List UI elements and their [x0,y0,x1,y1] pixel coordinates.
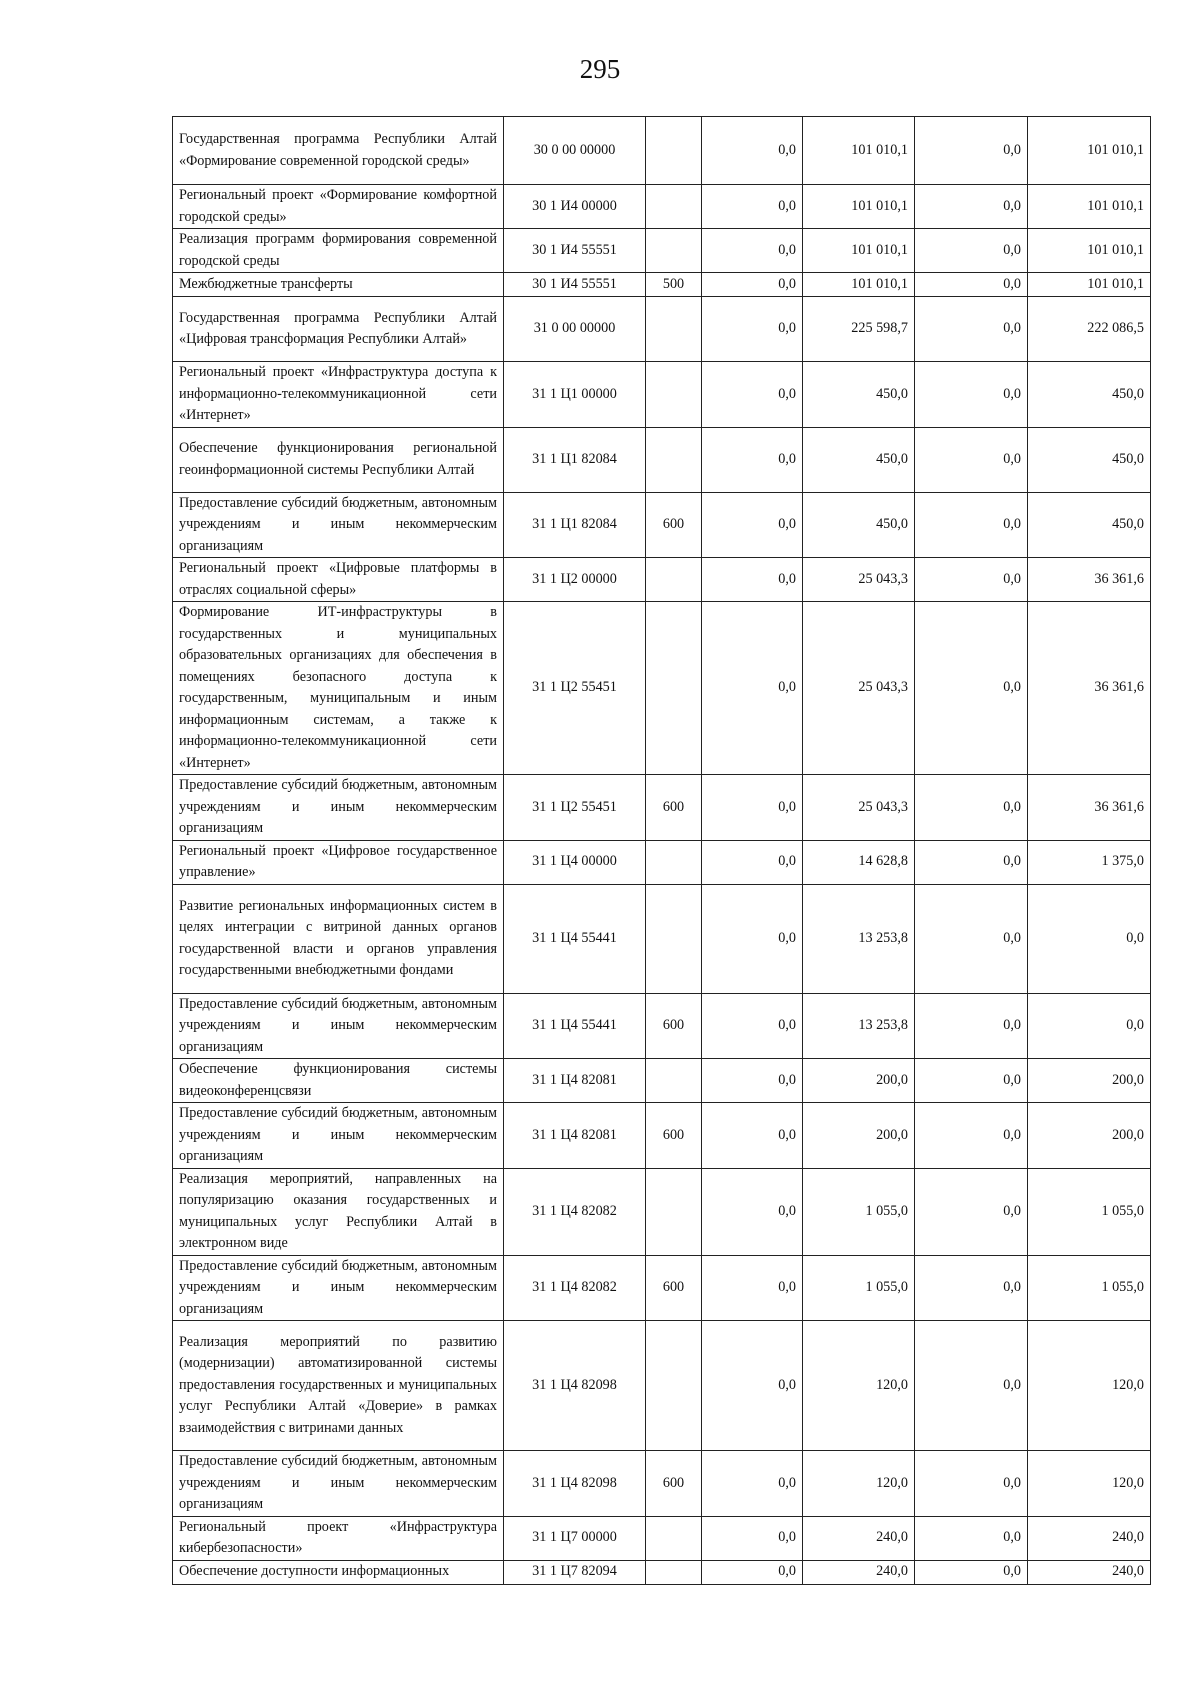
row-value-1-cell: 0,0 [702,1059,803,1103]
row-value-2-cell: 1 055,0 [803,1255,915,1321]
row-name-cell: Предоставление субсидий бюджетным, автономным учреждениям и иным некоммерческим организациям [173,1451,504,1517]
row-value-2-cell: 13 253,8 [803,884,915,993]
row-value-4-cell: 120,0 [1028,1321,1151,1451]
table-body [173,117,1151,1585]
row-value-4-cell: 222 086,5 [1028,297,1151,362]
row-code-cell: 31 1 Ц1 82084 [504,492,646,558]
row-name-cell: Региональный проект «Инфраструктура доступа к информационно-телекоммуникационной сети «Интернет» [173,362,504,428]
row-value-3-cell: 0,0 [915,1451,1028,1517]
row-kvr-cell [646,558,702,602]
row-value-1-cell: 0,0 [702,229,803,273]
table-row [173,993,1151,1059]
row-name-cell: Региональный проект «Цифровые платформы в отраслях социальной сферы» [173,558,504,602]
row-value-4-cell: 240,0 [1028,1516,1151,1560]
row-name-cell: Реализация мероприятий, направленных на популяризацию оказания государственных и муниципальных услуг Республики Алтай в электронном виде [173,1168,504,1255]
row-value-3-cell: 0,0 [915,117,1028,185]
row-value-1-cell: 0,0 [702,1255,803,1321]
row-kvr-cell [646,1321,702,1451]
row-value-3-cell: 0,0 [915,1059,1028,1103]
row-value-3-cell: 0,0 [915,775,1028,841]
row-value-4-cell: 1 055,0 [1028,1255,1151,1321]
row-name-cell: Предоставление субсидий бюджетным, автономным учреждениям и иным некоммерческим организациям [173,1103,504,1169]
row-code-cell: 31 1 Ц2 55451 [504,775,646,841]
row-code-cell: 31 1 Ц4 82081 [504,1103,646,1169]
row-value-3-cell: 0,0 [915,1255,1028,1321]
row-value-3-cell: 0,0 [915,185,1028,229]
table-row [173,1321,1151,1451]
row-value-4-cell: 101 010,1 [1028,117,1151,185]
row-name-cell: Предоставление субсидий бюджетным, автономным учреждениям и иным некоммерческим организациям [173,993,504,1059]
row-kvr-cell [646,185,702,229]
row-value-3-cell: 0,0 [915,1321,1028,1451]
table-row [173,117,1151,185]
row-value-3-cell: 0,0 [915,602,1028,775]
row-code-cell: 31 0 00 00000 [504,297,646,362]
row-value-2-cell: 101 010,1 [803,229,915,273]
row-name-cell: Предоставление субсидий бюджетным, автономным учреждениям и иным некоммерческим организациям [173,492,504,558]
row-value-4-cell: 1 375,0 [1028,840,1151,884]
table-row [173,1168,1151,1255]
row-value-4-cell: 240,0 [1028,1560,1151,1584]
row-value-1-cell: 0,0 [702,1451,803,1517]
row-value-4-cell: 101 010,1 [1028,185,1151,229]
row-value-1-cell: 0,0 [702,1560,803,1584]
row-value-1-cell: 0,0 [702,117,803,185]
row-value-1-cell: 0,0 [702,558,803,602]
row-kvr-cell [646,1059,702,1103]
row-value-2-cell: 25 043,3 [803,775,915,841]
row-value-4-cell: 200,0 [1028,1059,1151,1103]
row-code-cell: 31 1 Ц7 00000 [504,1516,646,1560]
row-name-cell: Обеспечение функционирования системы видеоконференцсвязи [173,1059,504,1103]
table-row [173,884,1151,993]
table-row [173,229,1151,273]
row-value-2-cell: 200,0 [803,1059,915,1103]
row-code-cell: 31 1 Ц4 82082 [504,1168,646,1255]
row-value-1-cell: 0,0 [702,273,803,297]
row-code-cell: 31 1 Ц1 00000 [504,362,646,428]
row-value-4-cell: 450,0 [1028,492,1151,558]
row-code-cell: 31 1 Ц4 55441 [504,884,646,993]
row-value-4-cell: 0,0 [1028,884,1151,993]
row-kvr-cell [646,229,702,273]
row-value-1-cell: 0,0 [702,1516,803,1560]
row-value-3-cell: 0,0 [915,558,1028,602]
row-value-2-cell: 240,0 [803,1516,915,1560]
row-name-cell: Региональный проект «Инфраструктура кибербезопасности» [173,1516,504,1560]
row-code-cell: 30 1 И4 00000 [504,185,646,229]
row-value-1-cell: 0,0 [702,297,803,362]
row-value-3-cell: 0,0 [915,1516,1028,1560]
page-number: 295 [579,54,621,84]
row-value-3-cell: 0,0 [915,297,1028,362]
row-value-1-cell: 0,0 [702,185,803,229]
row-value-2-cell: 225 598,7 [803,297,915,362]
row-value-1-cell: 0,0 [702,993,803,1059]
row-value-2-cell: 25 043,3 [803,558,915,602]
row-value-1-cell: 0,0 [702,1321,803,1451]
row-name-cell: Предоставление субсидий бюджетным, автономным учреждениям и иным некоммерческим организациям [173,775,504,841]
row-value-2-cell: 120,0 [803,1321,915,1451]
table-row [173,362,1151,428]
row-value-2-cell: 450,0 [803,427,915,492]
table-row [173,602,1151,775]
row-kvr-cell: 600 [646,1103,702,1169]
row-value-2-cell: 14 628,8 [803,840,915,884]
row-kvr-cell: 600 [646,1255,702,1321]
row-value-4-cell: 36 361,6 [1028,775,1151,841]
row-value-3-cell: 0,0 [915,1168,1028,1255]
row-code-cell: 31 1 Ц2 00000 [504,558,646,602]
row-name-cell: Государственная программа Республики Алтай «Формирование современной городской среды» [173,117,504,185]
row-value-3-cell: 0,0 [915,362,1028,428]
row-value-3-cell: 0,0 [915,1560,1028,1584]
row-value-4-cell: 36 361,6 [1028,558,1151,602]
row-code-cell: 31 1 Ц4 82098 [504,1321,646,1451]
row-value-4-cell: 101 010,1 [1028,273,1151,297]
row-kvr-cell [646,884,702,993]
row-code-cell: 31 1 Ц4 82081 [504,1059,646,1103]
row-code-cell: 31 1 Ц4 82082 [504,1255,646,1321]
row-name-cell: Государственная программа Республики Алтай «Цифровая трансформация Республики Алтай» [173,297,504,362]
row-value-3-cell: 0,0 [915,492,1028,558]
row-value-2-cell: 25 043,3 [803,602,915,775]
row-kvr-cell [646,1560,702,1584]
row-code-cell: 31 1 Ц4 82098 [504,1451,646,1517]
row-kvr-cell [646,1516,702,1560]
row-name-cell: Реализация мероприятий по развитию (модернизации) автоматизированной системы предоставления государственных и муниципальных услуг Республики Алтай «Доверие» в рамках взаимодействия с витринами данных [173,1321,504,1451]
row-value-4-cell: 450,0 [1028,427,1151,492]
row-value-4-cell: 450,0 [1028,362,1151,428]
row-value-2-cell: 1 055,0 [803,1168,915,1255]
row-value-1-cell: 0,0 [702,492,803,558]
table-row [173,1059,1151,1103]
row-code-cell: 31 1 Ц7 82094 [504,1560,646,1584]
row-value-2-cell: 450,0 [803,362,915,428]
table-row [173,185,1151,229]
row-name-cell: Обеспечение функционирования региональной геоинформационной системы Республики Алтай [173,427,504,492]
row-value-3-cell: 0,0 [915,273,1028,297]
row-name-cell: Региональный проект «Формирование комфортной городской среды» [173,185,504,229]
table-row [173,1103,1151,1169]
row-kvr-cell [646,1168,702,1255]
row-value-2-cell: 450,0 [803,492,915,558]
row-kvr-cell: 600 [646,993,702,1059]
row-kvr-cell [646,427,702,492]
row-value-3-cell: 0,0 [915,884,1028,993]
row-kvr-cell: 600 [646,1451,702,1517]
row-name-cell: Региональный проект «Цифровое государственное управление» [173,840,504,884]
row-name-cell: Межбюджетные трансферты [173,273,504,297]
row-value-4-cell: 120,0 [1028,1451,1151,1517]
row-value-3-cell: 0,0 [915,840,1028,884]
row-value-1-cell: 0,0 [702,1168,803,1255]
table-row [173,558,1151,602]
table-row [173,1516,1151,1560]
row-name-cell: Формирование ИТ-инфраструктуры в государственных и муниципальных образовательных организациях для обеспечения в помещениях безопасного доступа к государственным, муниципальным и иным информационным системам, а также к информационно-телекоммуникационной сети «Интернет» [173,602,504,775]
table-row [173,273,1151,297]
row-value-1-cell: 0,0 [702,840,803,884]
table-row [173,1560,1151,1584]
row-kvr-cell [646,840,702,884]
row-value-2-cell: 120,0 [803,1451,915,1517]
row-code-cell: 30 0 00 00000 [504,117,646,185]
row-value-1-cell: 0,0 [702,602,803,775]
row-value-4-cell: 0,0 [1028,993,1151,1059]
row-value-1-cell: 0,0 [702,884,803,993]
row-value-3-cell: 0,0 [915,1103,1028,1169]
row-value-4-cell: 101 010,1 [1028,229,1151,273]
row-code-cell: 31 1 Ц4 00000 [504,840,646,884]
row-name-cell: Реализация программ формирования современной городской среды [173,229,504,273]
row-code-cell: 31 1 Ц4 55441 [504,993,646,1059]
row-value-4-cell: 1 055,0 [1028,1168,1151,1255]
row-name-cell: Предоставление субсидий бюджетным, автономным учреждениям и иным некоммерческим организациям [173,1255,504,1321]
row-code-cell: 31 1 Ц1 82084 [504,427,646,492]
row-value-1-cell: 0,0 [702,362,803,428]
row-name-cell: Развитие региональных информационных систем в целях интеграции с витриной данных органов государственной власти и органов управления государственными внебюджетными фондами [173,884,504,993]
table-row [173,1451,1151,1517]
row-value-2-cell: 200,0 [803,1103,915,1169]
row-kvr-cell: 600 [646,492,702,558]
row-kvr-cell: 500 [646,273,702,297]
row-value-2-cell: 101 010,1 [803,117,915,185]
table-row [173,427,1151,492]
table-row [173,492,1151,558]
table-row [173,840,1151,884]
row-value-3-cell: 0,0 [915,229,1028,273]
row-kvr-cell [646,602,702,775]
row-code-cell: 31 1 Ц2 55451 [504,602,646,775]
row-value-1-cell: 0,0 [702,1103,803,1169]
row-value-3-cell: 0,0 [915,993,1028,1059]
row-value-2-cell: 240,0 [803,1560,915,1584]
row-kvr-cell [646,362,702,428]
row-value-2-cell: 13 253,8 [803,993,915,1059]
row-name-cell: Обеспечение доступности информационных [173,1560,504,1584]
table-row [173,1255,1151,1321]
row-value-1-cell: 0,0 [702,427,803,492]
row-code-cell: 30 1 И4 55551 [504,273,646,297]
row-value-3-cell: 0,0 [915,427,1028,492]
row-kvr-cell: 600 [646,775,702,841]
row-kvr-cell [646,297,702,362]
row-kvr-cell [646,117,702,185]
table-row [173,297,1151,362]
budget-table [172,116,1151,1585]
row-value-4-cell: 36 361,6 [1028,602,1151,775]
row-value-2-cell: 101 010,1 [803,185,915,229]
row-value-4-cell: 200,0 [1028,1103,1151,1169]
table-row [173,775,1151,841]
row-value-2-cell: 101 010,1 [803,273,915,297]
row-value-1-cell: 0,0 [702,775,803,841]
row-code-cell: 30 1 И4 55551 [504,229,646,273]
